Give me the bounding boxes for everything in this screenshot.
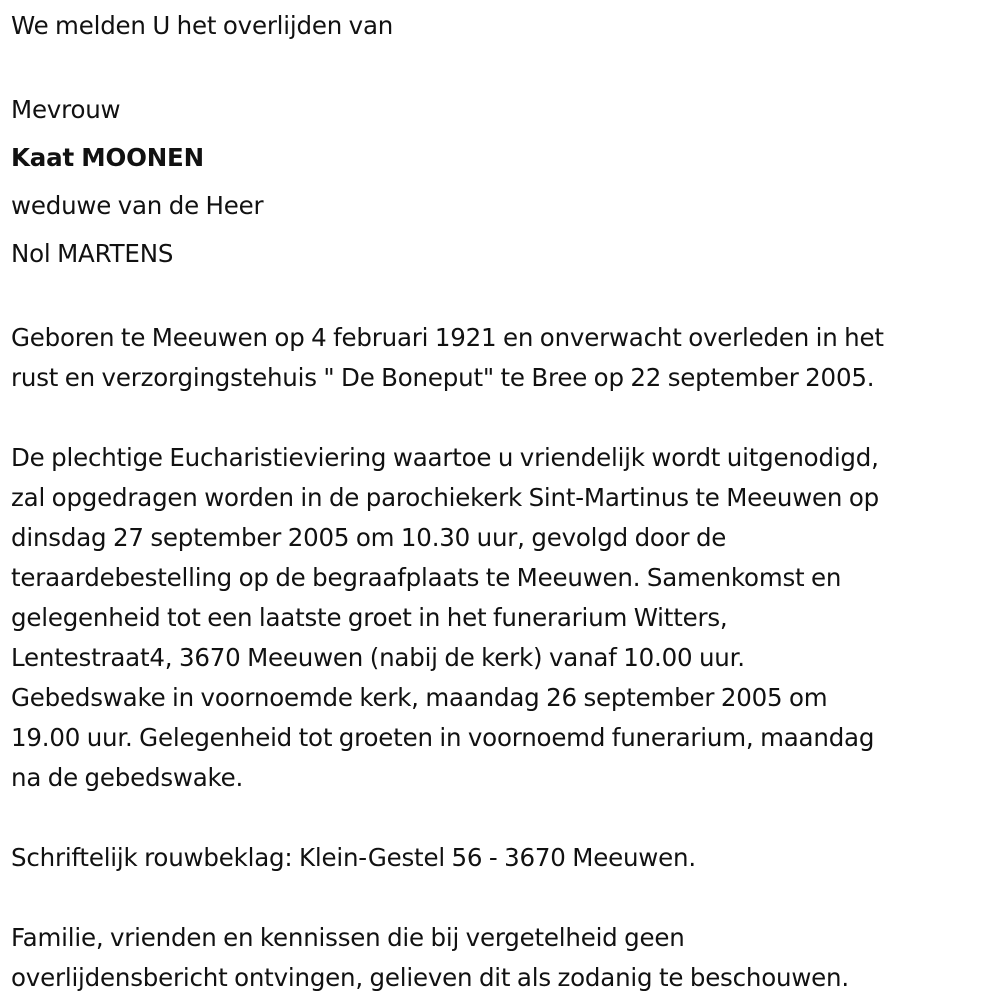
paragraph-line: na de gebedswake. (11, 763, 244, 792)
paragraph-line: teraardebestelling op de begraafplaats te Meeuwen. Samenkomst en (11, 563, 842, 592)
intro-text: We melden U het overlijden van (11, 11, 394, 40)
title-prefix: Mevrouw (11, 95, 121, 124)
paragraph-line: Lentestraat4, 3670 Meeuwen (nabij de kerk) vanaf 10.00 uur. (11, 643, 745, 672)
paragraph-line: gelegenheid tot een laatste groet in het funerarium Witters, (11, 603, 728, 632)
paragraph-line: Gebedswake in voornoemde kerk, maandag 26 september 2005 om (11, 683, 828, 712)
ceremony-paragraph (11, 438, 996, 798)
paragraph-line: zal opgedragen worden in de parochiekerk Sint-Martinus te Meeuwen op (11, 483, 879, 512)
paragraph-line: De plechtige Eucharistieviering waartoe u vriendelijk wordt uitgenodigd, (11, 443, 879, 472)
paragraph-line: dinsdag 27 september 2005 om 10.30 uur, gevolgd door de (11, 523, 727, 552)
closing-paragraph (11, 918, 996, 998)
spacer (11, 798, 996, 838)
spacer (11, 278, 996, 318)
spacer (11, 46, 996, 86)
widow-of-text: weduwe van de Heer (11, 191, 264, 220)
paragraph-line: rust en verzorgingstehuis " De Boneput" te Bree op 22 september 2005. (11, 363, 875, 392)
spouse-name: Nol MARTENS (11, 239, 174, 268)
deceased-name: Kaat MOONEN (11, 143, 204, 172)
paragraph-line: overlijdensbericht ontvingen, gelieven dit als zodanig te beschouwen. (11, 963, 849, 992)
spacer (11, 878, 996, 918)
spacer (11, 398, 996, 438)
condolence-address: Schriftelijk rouwbeklag: Klein-Gestel 56 - 3670 Meeuwen. (11, 843, 696, 872)
paragraph-line: 19.00 uur. Gelegenheid tot groeten in voornoemd funerarium, maandag (11, 723, 875, 752)
death-notice (11, 6, 996, 998)
paragraph-line: Geboren te Meeuwen op 4 februari 1921 en onverwacht overleden in het (11, 323, 884, 352)
birth-death-paragraph (11, 318, 996, 398)
paragraph-line: Familie, vrienden en kennissen die bij vergetelheid geen (11, 923, 685, 952)
